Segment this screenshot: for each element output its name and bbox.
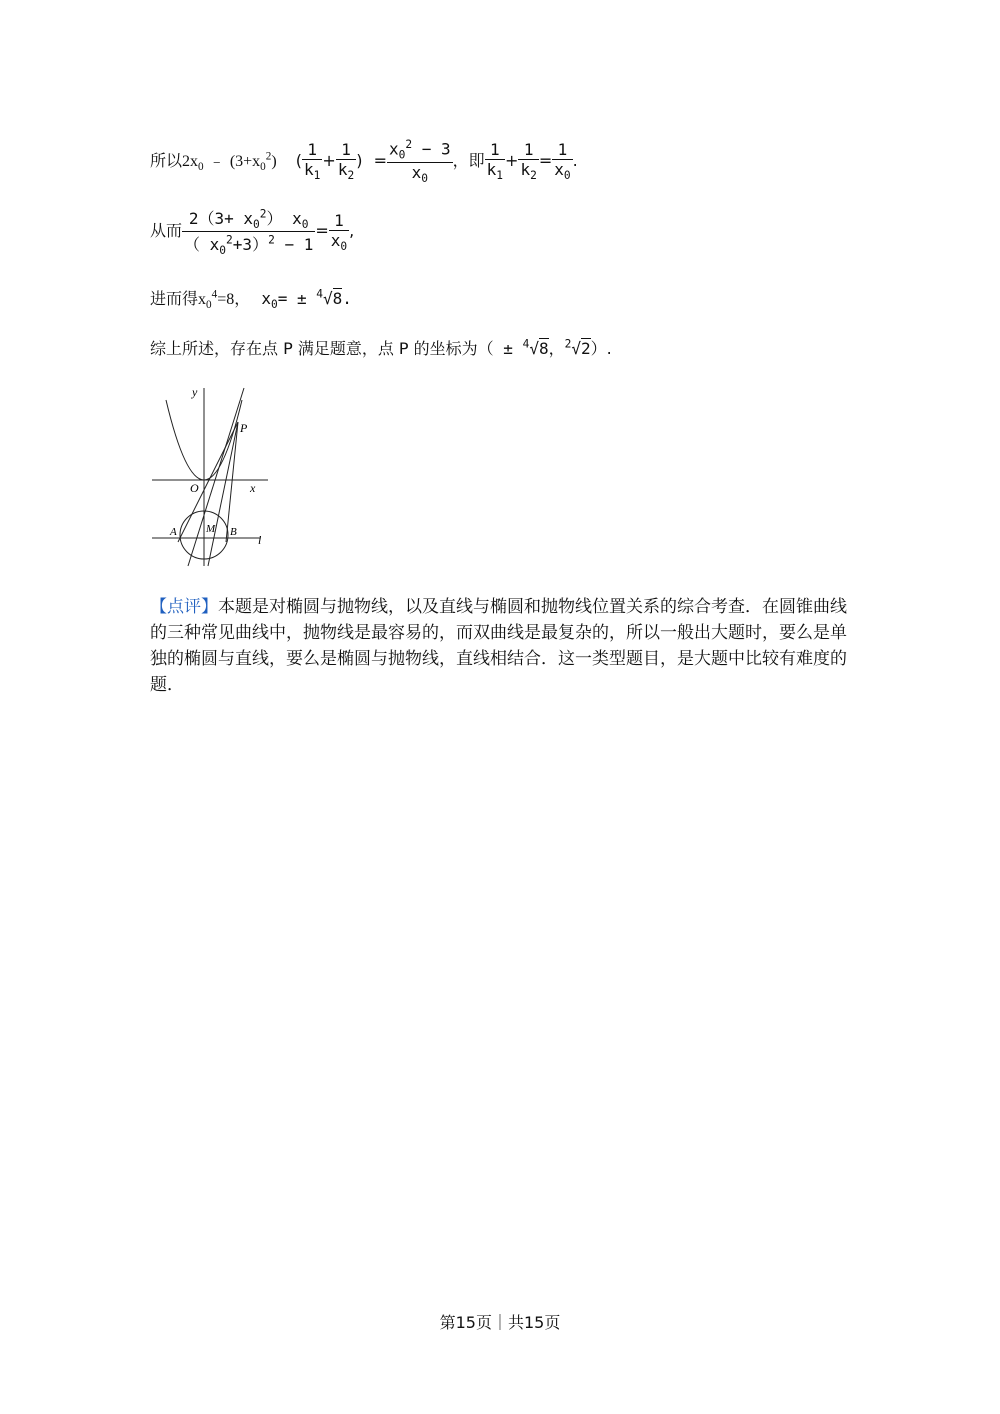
label-b: B (230, 526, 237, 538)
coordinate-expr: ± $^4$√8，$^2$√2 (493, 337, 591, 358)
fraction-1-over-x0-c: $\frac{1}{x_0}$ (330, 210, 348, 253)
expr-3-plus-x0-sq: $(3+x_0^2)$ (229, 150, 277, 174)
expr-2x0: $2x_0$ (182, 152, 204, 174)
geometry-figure (148, 380, 278, 570)
minus-sign: ﹣ (208, 150, 225, 170)
text-prefix: 所以 (150, 150, 183, 170)
fraction-1-over-k1-b: $\frac{1}{k_1}$ (486, 140, 504, 183)
conclusion-text: 综上所述，存在点 P 满足题意，点 P 的坐标为（ (150, 339, 494, 358)
label-a: A (170, 526, 177, 538)
equation-line-3 (150, 286, 352, 311)
page-footer: 第15页｜共15页 (439, 1313, 561, 1332)
label-l: l (258, 533, 262, 547)
fraction-1-over-k2: $\frac{1}{k_2}$ (337, 140, 355, 183)
fraction-1-over-k1: $\frac{1}{k_1}$ (304, 140, 321, 183)
comment-paragraph (150, 594, 850, 698)
equation-line-2: 从而 $\frac{2(3+ x_0^2) x_0}{( x_0^2+3)^2 - 1}$ = $\frac{1}{x_0}$ , (150, 207, 355, 258)
text-prefix: 从而 (150, 221, 183, 241)
conclusion-line: 综上所述，存在点 P 满足题意，点 P 的坐标为（ ± $^4$√8，$^2$√2）. (150, 337, 612, 358)
fraction-1-over-k2-b: $\frac{1}{k_2}$ (520, 140, 537, 183)
line-p-down (208, 422, 238, 566)
comment-text: 本题是对椭圆与抛物线，以及直线与椭圆和抛物线位置关系的综合考查．在圆锥曲线的三种常见曲线中，抛物线是最容易的，而双曲线是最复杂的，所以一般出大题时，要么是单独的椭圆与直线，要么是椭圆与抛物线，直线相结合．这一类型题目，是大题中比较有难度的题． (150, 597, 847, 695)
fraction-1-over-x0: $\frac{1}{x_0}$ (554, 140, 571, 183)
fraction-x0sq-minus-3-over-x0: $\frac{x_0^2 - 3}{x_0}$ (388, 138, 451, 185)
expr-x0-pow4: $x_0^4=8$， (198, 288, 251, 312)
text-prefix: 进而得 (150, 289, 199, 308)
label-m: M (206, 523, 216, 535)
label-y: y (192, 385, 198, 399)
comment-tag: 【点评】 (150, 597, 218, 617)
label-o: O (190, 481, 199, 495)
fraction-big: $\frac{2(3+ x_0^2) x_0}{( x_0^2+3)^2 - 1}$ (184, 207, 314, 258)
label-p: P (240, 421, 248, 435)
expr-x0-result: $x_0= \pm ^4√8$. (261, 287, 352, 312)
equation-line-1: 所以$2x_0$ ﹣ $(3+x_0^2)$ ( $\frac{1}{k_1}$ + $\frac{1}{k_2}$ ) = $\frac{x_0^2 - 3}{x_0}$ ，即 $\frac{1}{k_1}$ + $\frac{1}{k_2}$ = $\frac{1}{x_0}$ . (150, 138, 578, 185)
label-x: x (250, 481, 256, 495)
